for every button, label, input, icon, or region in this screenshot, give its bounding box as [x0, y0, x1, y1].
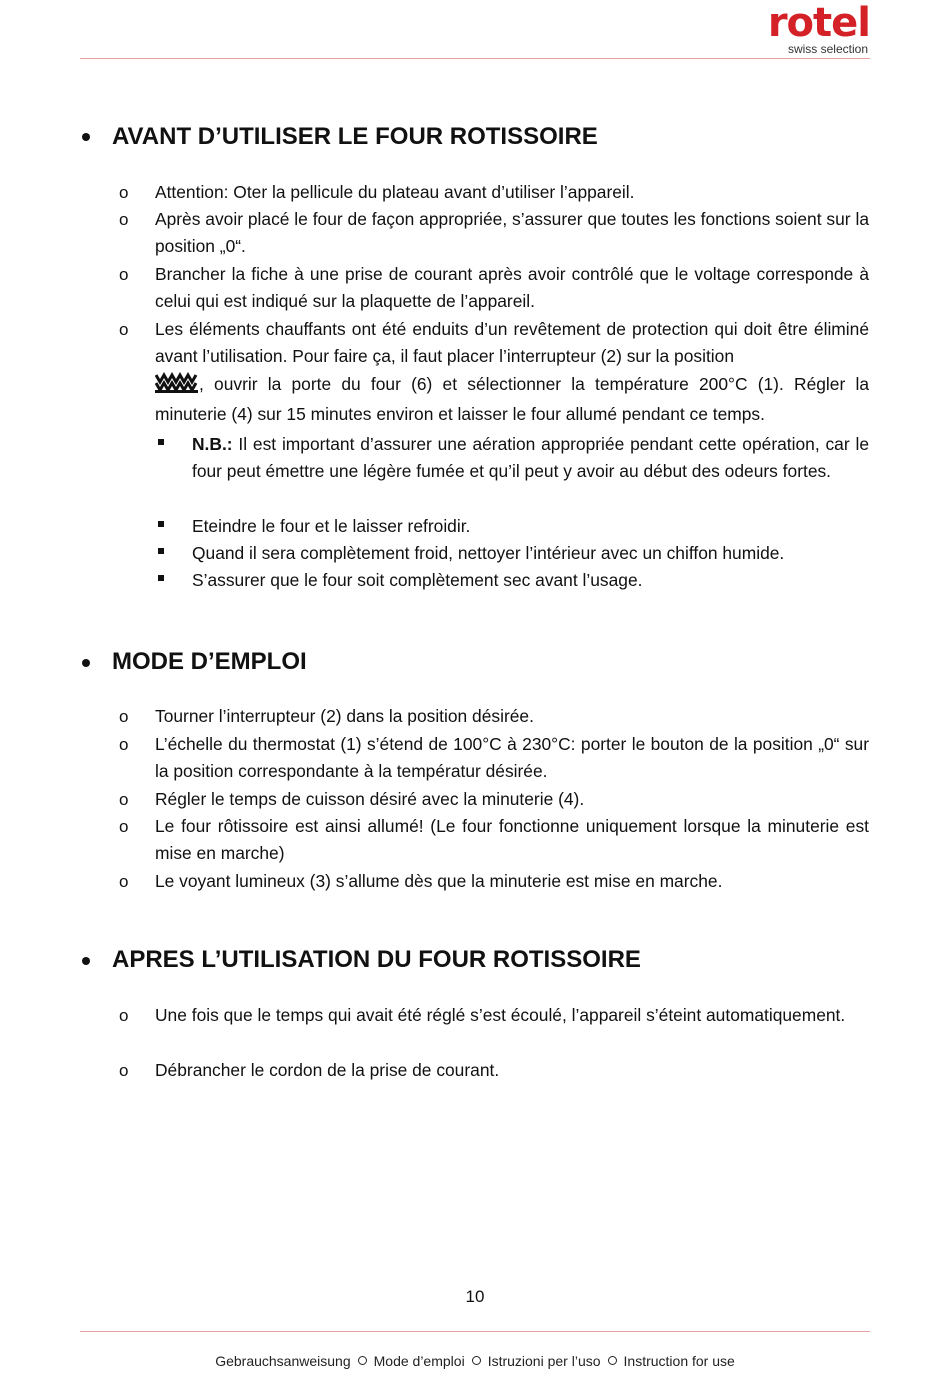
list-item — [119, 261, 869, 316]
list-item-text: Une fois que le temps qui avait été réglé s’est écoulé, l’appareil s’éteint automatiquement. — [155, 1005, 846, 1025]
list-item — [119, 703, 869, 730]
list-marker: o — [119, 735, 129, 754]
footer-divider — [80, 1331, 870, 1332]
list-item-text: Attention: Oter la pellicule du plateau avant d’utiliser l’appareil. — [155, 182, 635, 202]
section-bullet-icon — [82, 659, 90, 667]
list-item — [119, 206, 869, 261]
list-item-text: Régler le temps de cuisson désiré avec la minuterie (4). — [155, 789, 585, 809]
list-item — [119, 1057, 869, 1084]
list-item — [119, 731, 869, 786]
note-label: N.B.: — [192, 434, 233, 454]
square-bullet-icon — [158, 521, 164, 527]
header-divider — [80, 58, 870, 59]
footer-lang-fr: Mode d’emploi — [373, 1353, 465, 1369]
list-marker: o — [119, 1006, 129, 1025]
list-marker: o — [119, 1061, 129, 1080]
square-bullet-icon — [158, 548, 164, 554]
list-item — [119, 786, 869, 813]
footer-languages — [0, 1353, 950, 1369]
list-item-text: L’échelle du thermostat (1) s’étend de 100°C à 230°C: porter le bouton de la position „0“ sur la position correspondante à la températur désirée. — [155, 734, 869, 782]
square-bullet-icon — [158, 439, 164, 445]
page-number: 10 — [465, 1287, 485, 1306]
section-bullet-icon — [82, 133, 90, 141]
logo-tagline: swiss selection — [787, 42, 868, 56]
list-item-text: Tourner l’interrupteur (2) dans la position désirée. — [155, 706, 534, 726]
brand-logo — [720, 0, 870, 58]
sub-item: Eteindre le four et le laisser refroidir. — [192, 516, 471, 536]
square-bullet-icon — [158, 575, 164, 581]
list-marker: o — [119, 872, 129, 891]
section-title-before-use: AVANT D’UTILISER LE FOUR ROTISSOIRE — [112, 123, 598, 150]
list-marker: o — [119, 183, 129, 202]
sub-item-note — [192, 431, 869, 486]
list-item — [119, 868, 869, 895]
sub-item: S’assurer que le four soit complètement sec avant l’usage. — [192, 570, 643, 590]
section-title-after-use: APRES L’UTILISATION DU FOUR ROTISSOIRE — [112, 946, 641, 973]
list-marker: o — [119, 817, 129, 836]
list-item-text-continued: , ouvrir la porte du four (6) et sélectionner la température 200°C (1). Régler la minuterie (4) sur 15 minutes environ et laisser le four allumé pendant ce temps. — [155, 373, 869, 424]
list-marker: o — [119, 265, 129, 284]
list-item-text: Après avoir placé le four de façon appropriée, s’assurer que toutes les fonctions soient sur la position „0“. — [155, 209, 869, 257]
footer-lang-de: Gebrauchsanweisung — [215, 1353, 351, 1369]
note-text: Il est important d’assurer une aération appropriée pendant cette opération, car le four peut émettre une légère fumée et qu’il peut y avoir au début des odeurs fortes. — [192, 434, 869, 482]
list-marker: o — [119, 790, 129, 809]
top-heat-grill-icon — [155, 371, 198, 401]
logo-wordmark: rotel — [767, 0, 870, 46]
footer-lang-it: Istruzioni per l’uso — [487, 1353, 601, 1369]
list-marker: o — [119, 707, 129, 726]
list-item-text: Débrancher le cordon de la prise de courant. — [155, 1060, 500, 1080]
section-title-operating-mode: MODE D’EMPLOI — [112, 648, 307, 675]
list-item-text: Brancher la fiche à une prise de courant après avoir contrôlé que le voltage corresponde à celui qui est indiqué sur la plaquette de l’appareil. — [155, 264, 869, 312]
list-item — [119, 813, 869, 868]
list-marker: o — [119, 320, 129, 339]
footer-separator-icon — [472, 1356, 481, 1365]
sub-item: Quand il sera complètement froid, nettoyer l’intérieur avec un chiffon humide. — [192, 543, 785, 563]
list-item-text: Le four rôtissoire est ainsi allumé! (Le four fonctionne uniquement lorsque la minuterie est mise en marche) — [155, 816, 869, 864]
list-marker: o — [119, 210, 129, 229]
footer-separator-icon — [608, 1356, 617, 1365]
footer-separator-icon — [358, 1356, 367, 1365]
footer-lang-en: Instruction for use — [623, 1353, 735, 1369]
list-item — [119, 316, 869, 428]
list-item — [119, 1002, 869, 1029]
list-item — [119, 179, 869, 206]
list-item-text: Le voyant lumineux (3) s’allume dès que la minuterie est mise en marche. — [155, 871, 723, 891]
section-bullet-icon — [82, 957, 90, 965]
list-item-text: Les éléments chauffants ont été enduits d’un revêtement de protection qui doit être éliminé avant l’utilisation. Pour faire ça, il faut placer l’interrupteur (2) sur la position — [155, 319, 869, 367]
